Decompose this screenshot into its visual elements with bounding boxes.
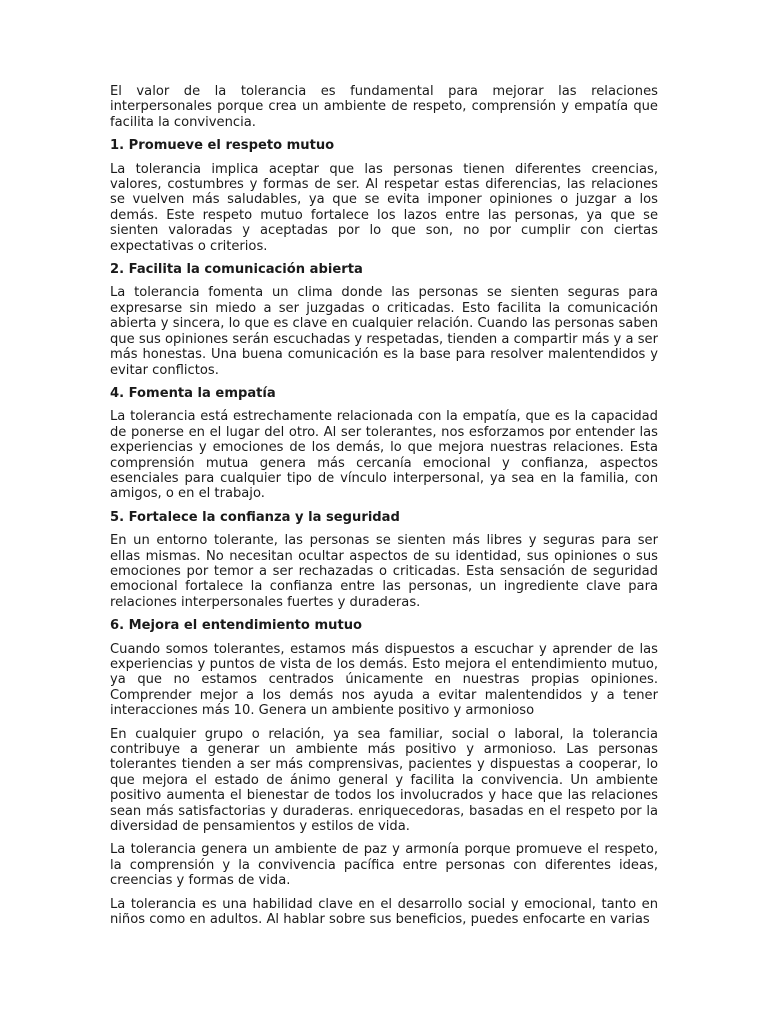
- section-heading-empatia: 4. Fomenta la empatía: [110, 385, 276, 401]
- intro-paragraph: El valor de la tolerancia es fundamental para mejorar las relaciones interpersonales porque crea un ambiente de respeto, comprensión y empatía que facilita la convivencia.: [110, 84, 658, 130]
- section-heading-entendimiento: 6. Mejora el entendimiento mutuo: [110, 618, 363, 634]
- confianza-paragraph: En un entorno tolerante, las personas se sienten más libres y seguras para ser ellas mismas. No necesitan ocultar aspectos de su identidad, sus opiniones o sus emociones por temor a ser rechazadas o criticadas. Esta sensación de seguridad emocional fortalece la confianza entre las personas, un ingrediente clave para relaciones interpersonales fuertes y duraderas.: [110, 533, 658, 610]
- section-heading-respeto: 1. Promueve el respeto mutuo: [110, 138, 335, 154]
- document-page: [110, 84, 658, 936]
- section-heading-confianza: 5. Fortalece la confianza y la seguridad: [110, 509, 400, 525]
- entendimiento-paragraph: Cuando somos tolerantes, estamos más dispuestos a escuchar y aprender de las experiencias y puntos de vista de los demás. Esto mejora el entendimiento mutuo, ya que no estamos centrados únicamente en nuestras propias opiniones. Comprender mejor a los demás nos ayuda a evitar malentendidos y a tener interacciones más 10. Genera un ambiente positivo y armonioso: [110, 641, 658, 719]
- ambiente-paragraph: En cualquier grupo o relación, ya sea familiar, social o laboral, la tolerancia contribuye a generar un ambiente más positivo y armonioso. Las personas tolerantes tienden a ser más comprensivas, pacientes y dispuestas a cooperar, lo que mejora el estado de ánimo general y facilita la convivencia. Un ambiente positivo aumenta el bienestar de todos los involucrados y hace que las relaciones sean más satisfactorias y duraderas. enriquecedoras, basadas en el respeto por la diversidad de pensamientos y estilos de vida.: [110, 726, 658, 835]
- paz-paragraph: La tolerancia genera un ambiente de paz y armonía porque promueve el respeto, la comprensión y la convivencia pacífica entre personas con diferentes ideas, creencias y formas de vida.: [110, 842, 658, 889]
- comunicacion-paragraph: La tolerancia fomenta un clima donde las personas se sienten seguras para expresarse sin miedo a ser juzgadas o criticadas. Esto facilita la comunicación abierta y sincera, lo que es clave en cualquier relación. Cuando las personas saben que sus opiniones serán escuchadas y respetadas, tienden a compartir más y a ser más honestas. Una buena comunicación es la base para resolver malentendidos y evitar conflictos.: [110, 285, 658, 378]
- habilidad-paragraph: La tolerancia es una habilidad clave en el desarrollo social y emocional, tanto en niños como en adultos. Al hablar sobre sus beneficios, puedes enfocarte en varias: [110, 896, 658, 928]
- empatia-paragraph: La tolerancia está estrechamente relacionada con la empatía, que es la capacidad de ponerse en el lugar del otro. Al ser tolerantes, nos esforzamos por entender las experiencias y emociones de los demás, lo que mejora nuestras relaciones. Esta comprensión mutua genera más cercanía emocional y confianza, aspectos esenciales para cualquier tipo de vínculo interpersonal, ya sea en la familia, con amigos, o en el trabajo.: [110, 409, 658, 502]
- respeto-paragraph: La tolerancia implica aceptar que las personas tienen diferentes creencias, valores, costumbres y formas de ser. Al respetar estas diferencias, las relaciones se vuelven más saludables, ya que se evita imponer opiniones o juzgar a los demás. Este respeto mutuo fortalece los lazos entre las personas, ya que se sienten valoradas y aceptadas por lo que son, no por cumplir con ciertas expectativas o criterios.: [110, 161, 658, 254]
- section-heading-comunicacion: 2. Facilita la comunicación abierta: [110, 262, 363, 278]
